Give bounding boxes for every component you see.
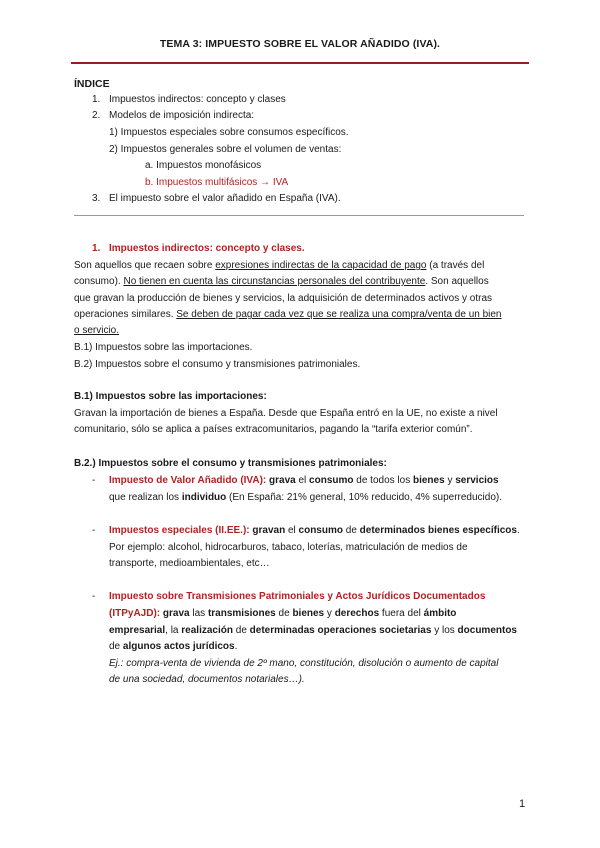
section1-b2: B.2) Impuestos sobre el consumo y transmisiones patrimoniales. xyxy=(74,359,361,370)
bullet-dash-iiee: - xyxy=(92,525,96,536)
index-item-3: El impuesto sobre el valor añadido en España (IVA). xyxy=(109,193,341,204)
b1-line1: Gravan la importación de bienes a España. Desde que España entró en la UE, no existe a nivel xyxy=(74,408,498,419)
section1-para-line4: operaciones similares. Se deben de pagar cada vez que se realiza una compra/venta de un bien xyxy=(74,309,502,320)
b2-heading: B.2.) Impuestos sobre el consumo y transmisiones patrimoniales: xyxy=(74,458,387,469)
section1-b1: B.1) Impuestos sobre las importaciones. xyxy=(74,342,253,353)
section1-heading-num: 1. xyxy=(92,243,101,254)
index-subitem-2: 2) Impuestos generales sobre el volumen de ventas: xyxy=(109,144,342,155)
document-title: TEMA 3: IMPUESTO SOBRE EL VALOR AÑADIDO (IVA). xyxy=(159,38,441,50)
index-divider xyxy=(74,215,524,216)
section1-para-line1: Son aquellos que recaen sobre expresiones indirectas de la capacidad de pago (a través del xyxy=(74,260,485,271)
itp-line2: (ITPyAJD): grava las transmisiones de bienes y derechos fuera del ámbito xyxy=(109,608,457,619)
b1-heading: B.1) Impuestos sobre las importaciones: xyxy=(74,391,267,402)
index-item-3-num: 3. xyxy=(92,193,101,204)
index-item-1-num: 1. xyxy=(92,94,101,105)
itp-example-line1: Ej.: compra-venta de vivienda de 2º mano, constitución, disolución o aumento de capital xyxy=(109,658,499,669)
itp-example-line2: de una sociedad, documentos notariales…). xyxy=(109,674,305,685)
title-divider xyxy=(71,62,529,64)
index-subitem-1: 1) Impuestos especiales sobre consumos específicos. xyxy=(109,127,349,138)
index-subitem-2b: b. Impuestos multifásicos → IVA xyxy=(145,177,289,188)
itp-line1: Impuesto sobre Transmisiones Patrimoniales y Actos Jurídicos Documentados xyxy=(109,591,486,602)
index-item-2-num: 2. xyxy=(92,110,101,121)
itp-line4: de algunos actos jurídicos. xyxy=(109,641,238,652)
bullet-dash-iva: - xyxy=(92,475,96,486)
iiee-line3: transporte, medioambientales, etc… xyxy=(109,558,270,569)
itp-line3: empresarial, la realización de determinadas operaciones societarias y los documentos xyxy=(109,625,517,636)
bullet-dash-itp: - xyxy=(92,591,96,602)
section1-para-line2: consumo). No tienen en cuenta las circunstancias personales del contribuyente. Son aquellos xyxy=(74,276,489,287)
page-number: 1 xyxy=(519,798,526,810)
iiee-line2: Por ejemplo: alcohol, hidrocarburos, tabaco, loterías, matriculación de medios de xyxy=(109,542,468,553)
iiee-line1: Impuestos especiales (II.EE.): gravan el consumo de determinados bienes específicos. xyxy=(109,525,520,536)
b1-line2: comunitario, sólo se aplica a países extracomunitarios, pagando la “tarifa exterior común”. xyxy=(74,424,473,435)
index-item-1: Impuestos indirectos: concepto y clases xyxy=(109,94,286,105)
iva-line2: que realizan los individuo (En España: 21% general, 10% reducido, 4% superreducido). xyxy=(109,492,503,503)
section1-para-line5: o servicio. xyxy=(74,325,120,336)
index-subitem-2a: a. Impuestos monofásicos xyxy=(145,160,262,171)
index-heading: ÍNDICE xyxy=(74,78,110,90)
iva-line1: Impuesto de Valor Añadido (IVA): grava el consumo de todos los bienes y servicios xyxy=(109,475,499,486)
index-item-2: Modelos de imposición indirecta: xyxy=(109,110,255,121)
section1-para-line3: que gravan la producción de bienes y servicios, la adquisición de determinados activos y otras xyxy=(74,293,493,304)
section1-heading: Impuestos indirectos: concepto y clases. xyxy=(109,243,305,254)
